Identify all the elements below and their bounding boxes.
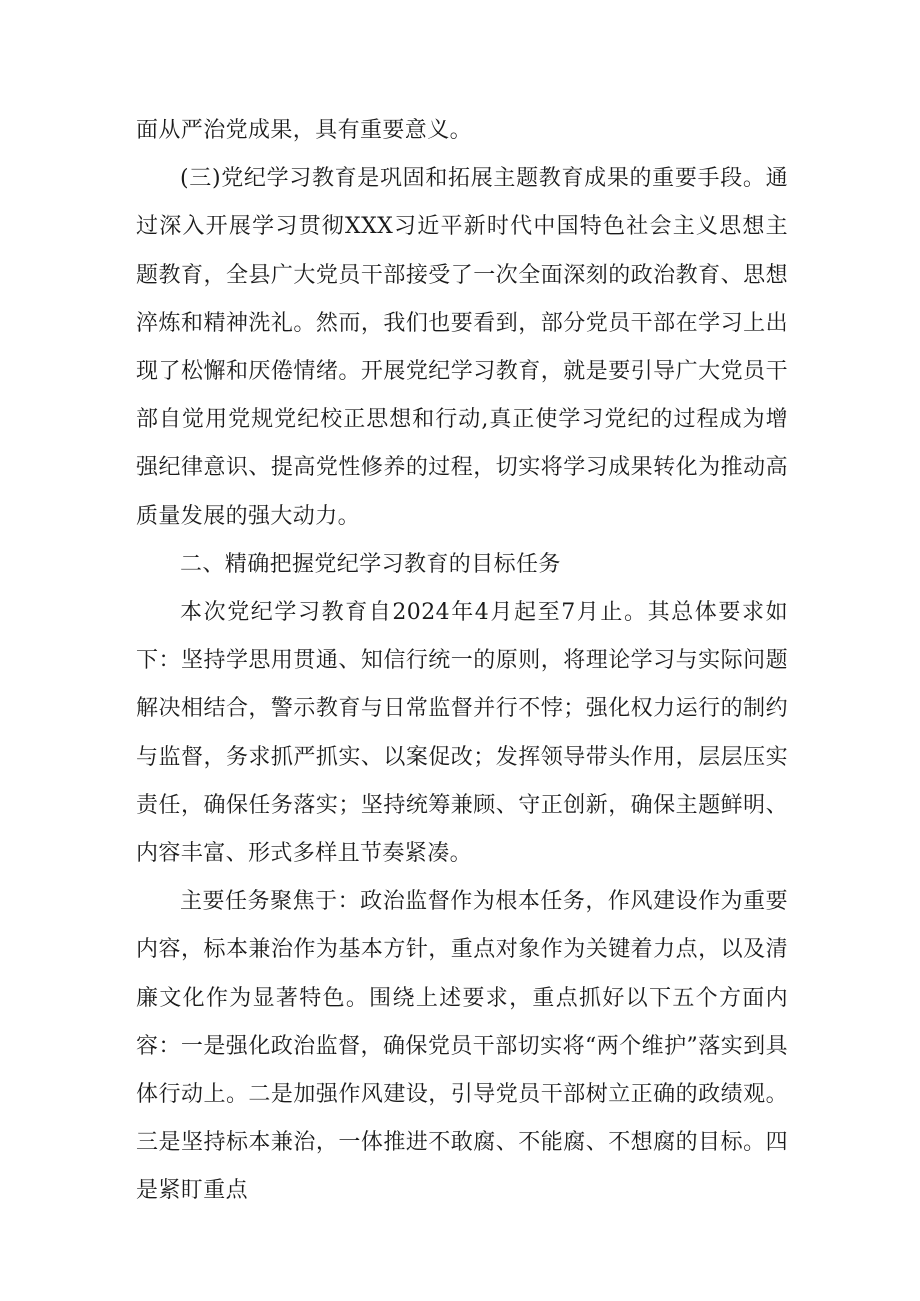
section-heading-two: 二、精确把握党纪学习教育的目标任务 (180, 551, 561, 577)
paragraph-continuation: 面从严治党成果，具有重要意义。 (136, 118, 473, 143)
paragraph-section-three: (三)党纪学习教育是巩固和拓展主题教育成果的重要手段。通过深入开展学习贯彻XXX习近平新时代中国特色社会主义思想主题教育，全县广大党员干部接受了一次全面深刻的政治教育、思想淬炼和精神洗礼。然而，我们也要看到，部分党员干部在学习上出现了松懈和厌倦情绪。开展党纪学习教育，就是要引导广大党员干部自觉用党规党纪校正思想和行动,真正使学习党纪的过程成为增强纪律意识、提高党性修养的过程，切实将学习成果转化为推动高质量发展的强大动力。 (136, 166, 788, 529)
paragraph-overall-requirements: 本次党纪学习教育自2024年4月起至7月止。其总体要求如下：坚持学思用贯通、知信行统一的原则，将理论学习与实际问题解决相结合，警示教育与日常监督并行不悖；强化权力运行的制约与监督，务求抓严抓实、以案促改；发挥领导带头作用，层层压实责任，确保任务落实；坚持统筹兼顾、守正创新，确保主题鲜明、内容丰富、形式多样且节奏紧凑。 (136, 600, 788, 867)
document-body (136, 107, 788, 1216)
paragraph-main-tasks: 主要任务聚焦于：政治监督作为根本任务，作风建设作为重要内容，标本兼治作为基本方针，重点对象作为关键着力点，以及清廉文化作为显著特色。围绕上述要求，重点抓好以下五个方面内容：一是强化政治监督，确保党员干部切实将“两个维护”落实到具体行动上。二是加强作风建设，引导党员干部树立正确的政绩观。三是坚持标本兼治，一体推进不敢腐、不能腐、不想腐的目标。四是紧盯重点 (136, 889, 788, 1204)
